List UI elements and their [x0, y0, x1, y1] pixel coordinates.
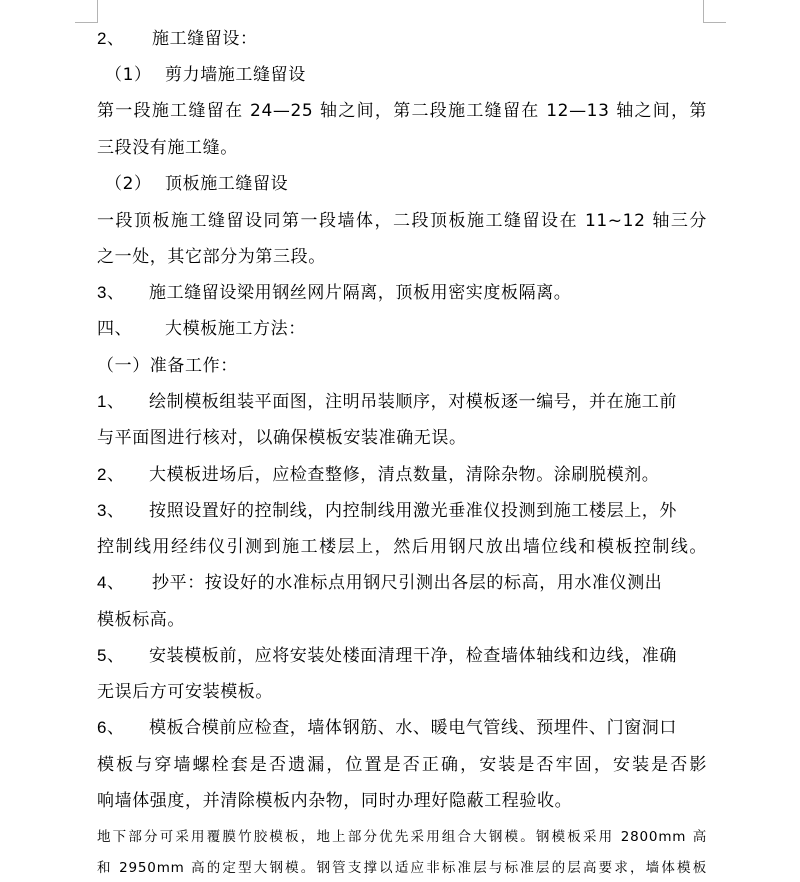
paragraph-line: 一段顶板施工缝留设同第一段墙体，二段顶板施工缝留设在 11~12 轴三分 [97, 211, 707, 231]
page-corner-mark-top-left [75, 0, 98, 23]
section-heading-formwork-method [97, 318, 707, 340]
item-text: 抄平：按设好的水准标点用钢尺引测出各层的标高，用水准仪测出 [152, 573, 663, 593]
item-text: 大模板进场后，应检查整修，清点数量，清除杂物。涂刷脱模剂。 [149, 465, 660, 485]
paragraph-line: 第一段施工缝留在 24—25 轴之间，第二段施工缝留在 12—13 轴之间，第 [97, 101, 707, 121]
list-item-4 [97, 572, 707, 594]
section-heading-text: 大模板施工方法： [165, 319, 306, 339]
subheading-roof-slab-joint [97, 173, 707, 195]
list-item-6 [97, 717, 707, 739]
paragraph-line: 响墙体强度，并清除模板内杂物，同时办理好隐蔽工程验收。 [97, 791, 573, 811]
item-number: 5、 [97, 646, 125, 665]
item-text: 施工缝留设梁用钢丝网片隔离，顶板用密实度板隔离。 [149, 283, 572, 303]
heading-construction-joint [97, 28, 707, 50]
item-number: 2、 [97, 465, 125, 484]
section-number: 四、 [97, 319, 133, 339]
item-number: 1、 [97, 392, 125, 411]
item-number: 2、 [97, 29, 125, 48]
item-number: 4、 [97, 573, 125, 592]
subheading-shear-wall-joint [97, 64, 707, 86]
list-item-5 [97, 645, 707, 667]
item-text: 安装模板前，应将安装处楼面清理干净，检查墙体轴线和边线，准确 [149, 646, 677, 666]
paragraph-line: 无误后方可安装模板。 [97, 682, 273, 702]
list-item-2 [97, 464, 707, 486]
note-line: 地下部分可采用覆膜竹胶模板，地上部分优先采用组合大钢模。钢模板采用 2800mm 高 [97, 829, 707, 845]
subsection-heading-preparation: （一）准备工作： [97, 356, 238, 376]
item-text: 模板合模前应检查，墙体钢筋、水、暖电气管线、预埋件、门窗洞口 [149, 718, 677, 738]
heading-text: 施工缝留设： [152, 29, 258, 49]
paragraph-line: 与平面图进行核对，以确保模板安装准确无误。 [97, 428, 467, 448]
paragraph-line: 之一处，其它部分为第三段。 [97, 247, 326, 267]
item-number: 3、 [97, 283, 125, 302]
item-text: 绘制模板组装平面图，注明吊装顺序，对模板逐一编号，并在施工前 [149, 392, 677, 412]
item-number: （2） [105, 174, 152, 194]
note-line: 和 2950mm 高的定型大钢模。钢管支撑以适应非标准层与标准层的层高要求，墙体模板 [97, 860, 707, 876]
list-item-3-control-lines [97, 500, 707, 522]
subheading-text: 顶板施工缝留设 [165, 174, 289, 194]
item-number: 3、 [97, 501, 125, 520]
list-item-1 [97, 391, 707, 413]
paragraph-line: 控制线用经纬仪引测到施工楼层上，然后用钢尺放出墙位线和模板控制线。 [97, 537, 707, 557]
subheading-text: 剪力墙施工缝留设 [165, 65, 306, 85]
item-text: 按照设置好的控制线，内控制线用激光垂准仪投测到施工楼层上，外 [149, 501, 677, 521]
paragraph-line: 模板标高。 [97, 610, 185, 630]
item-number: 6、 [97, 718, 125, 737]
list-item-3 [97, 282, 707, 304]
paragraph-line: 三段没有施工缝。 [97, 138, 238, 158]
item-number: （1） [105, 65, 152, 85]
paragraph-line: 模板与穿墙螺栓套是否遗漏，位置是否正确，安装是否牢固，安装是否影 [97, 755, 707, 775]
page-corner-mark-top-right [703, 0, 726, 23]
